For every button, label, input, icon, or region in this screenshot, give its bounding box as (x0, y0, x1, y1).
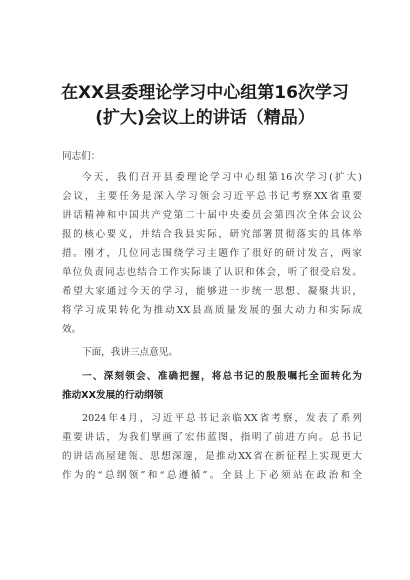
salutation: 同志们： (62, 151, 101, 162)
body-line-2: 会议，主要任务是深入学习领会习近平总书记考察XX省重要 (62, 191, 362, 202)
document-title-line-1: 在XX县委理论学习中心组第16次学习 (61, 83, 349, 103)
body-line-9: 效。 (62, 324, 82, 335)
body-line-11: 重要讲话，为我们擘画了宏伟蓝图，指明了前进方向。总书记 (62, 432, 362, 443)
document-title-line-2: (扩大)会议上的讲话（精品） (95, 108, 315, 128)
body-line-13: 作为的“总纲领”和“总遵循”。全县上下必须站在政治和全 (62, 470, 362, 481)
body-line-1: 今天，我们召开县委理论学习中心组第16次学习(扩大) (82, 172, 362, 183)
transition-line: 下面，我讲三点意见。 (82, 347, 178, 358)
body-line-5: 措。刚才，几位同志围绕学习主题作了很好的研讨发言，两家 (62, 248, 362, 259)
body-line-7: 希望大家通过今天的学习，能够进一步统一思想、凝聚共识， (62, 286, 362, 297)
section-heading-line-1: 一、深刻领会、准确把握，将总书记的殷殷嘱托全面转化为 (82, 371, 362, 382)
section-heading-line-2: 推动XX发展的行动纲领 (62, 390, 164, 401)
body-line-3: 讲话精神和中国共产党第二十届中央委员会第四次全体会议公 (62, 210, 362, 221)
body-line-10: 2024年4月，习近平总书记亲临XX省考察，发表了系列 (82, 413, 362, 424)
body-line-4: 报的核心要义，并结合我县实际，研究部署贯彻落实的具体举 (62, 229, 362, 240)
body-line-6: 单位负责同志也结合工作实际谈了认识和体会，听了很受启发。 (62, 267, 362, 278)
body-line-12: 的讲话高屋建瓴、思想深邃，是推动XX省在新征程上实现更大 (62, 451, 362, 462)
body-line-8: 将学习成果转化为推动XX县高质量发展的强大动力和实际成 (62, 305, 362, 316)
